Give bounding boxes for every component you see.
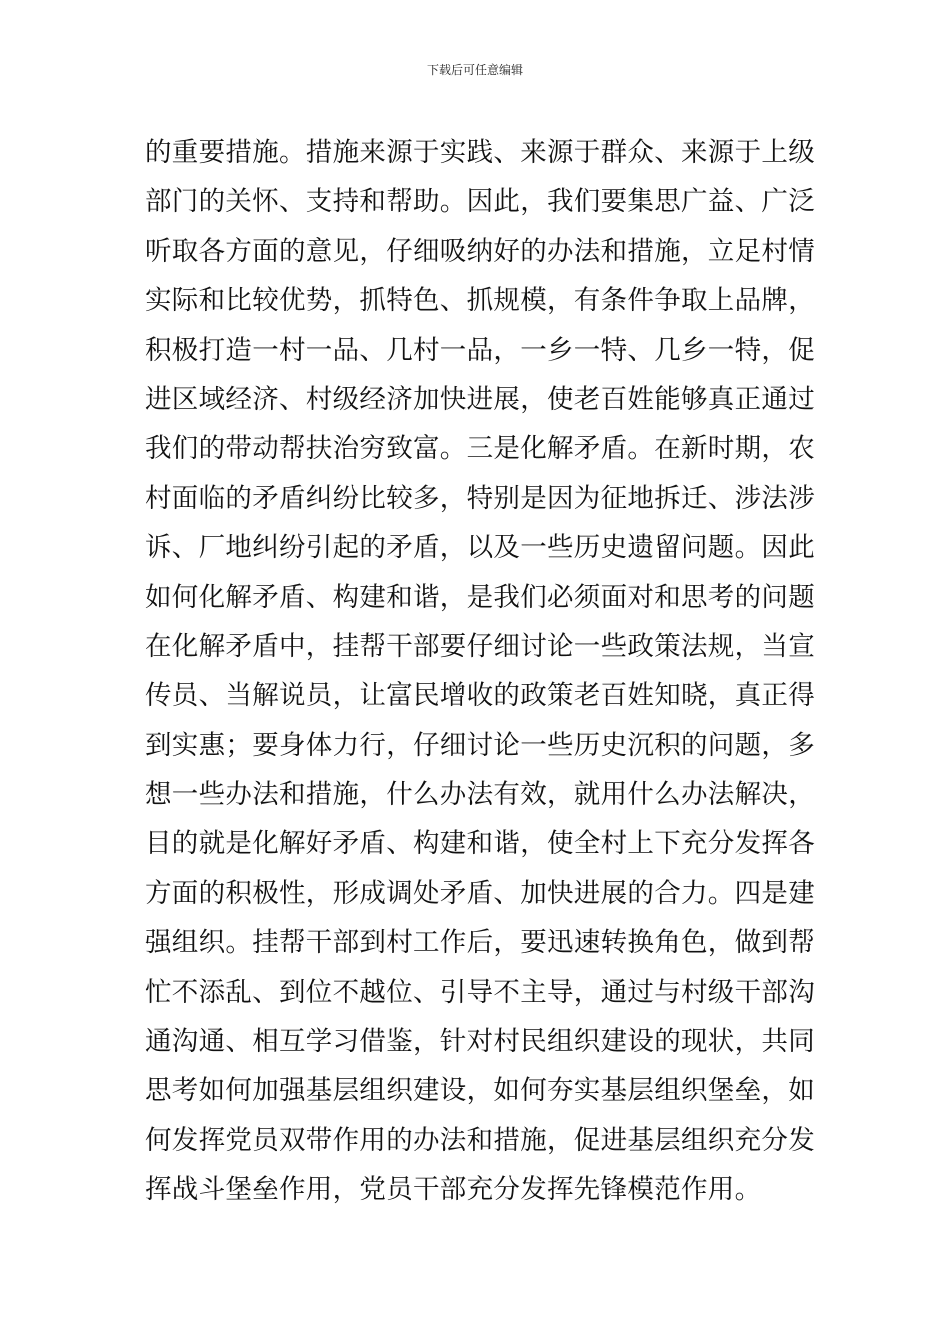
- text-line: 在化解矛盾中，挂帮干部要仔细讨论一些政策法规，当宣: [145, 630, 815, 662]
- text-line: 通沟通、相互学习借鉴，针对村民组织建设的现状，共同: [145, 1026, 815, 1058]
- text-line: 何发挥党员双带作用的办法和措施，促进基层组织充分发: [145, 1124, 815, 1156]
- text-line: 听取各方面的意见，仔细吸纳好的办法和措施，立足村情: [145, 235, 815, 267]
- text-line: 到实惠；要身体力行，仔细讨论一些历史沉积的问题，多: [145, 729, 815, 761]
- page-header: 下载后可任意编辑: [426, 63, 523, 77]
- text-line: 忙不添乱、到位不越位、引导不主导，通过与村级干部沟: [145, 976, 815, 1008]
- text-line: 实际和比较优势，抓特色、抓规模，有条件争取上品牌，: [145, 285, 815, 317]
- text-line: 想一些办法和措施，什么办法有效，就用什么办法解决，: [145, 779, 815, 811]
- document-body: [145, 128, 815, 1215]
- text-line: 的重要措施。措施来源于实践、来源于群众、来源于上级: [145, 137, 815, 168]
- text-line: 传员、当解说员，让富民增收的政策老百姓知晓，真正得: [145, 680, 815, 712]
- text-line: 我们的带动帮扶治穷致富。三是化解矛盾。在新时期，农: [145, 433, 815, 465]
- text-line: 诉、厂地纠纷引起的矛盾，以及一些历史遗留问题。因此: [145, 532, 815, 564]
- text-line: 方面的积极性，形成调处矛盾、加快进展的合力。四是建: [145, 877, 815, 909]
- text-line: 村面临的矛盾纠纷比较多，特别是因为征地拆迁、涉法涉: [145, 482, 815, 514]
- text-line: 如何化解矛盾、构建和谐，是我们必须面对和思考的问题: [145, 581, 815, 613]
- text-line: 目的就是化解好矛盾、构建和谐，使全村上下充分发挥各: [145, 828, 815, 860]
- text-line: 挥战斗堡垒作用，党员干部充分发挥先锋模范作用。: [145, 1174, 762, 1206]
- text-line: 部门的关怀、支持和帮助。因此，我们要集思广益、广泛: [145, 186, 815, 218]
- text-line: 思考如何加强基层组织建设，如何夯实基层组织堡垒，如: [145, 1075, 815, 1107]
- text-line: 积极打造一村一品、几村一品，一乡一特、几乡一特，促: [145, 334, 815, 366]
- text-line: 强组织。挂帮干部到村工作后，要迅速转换角色，做到帮: [145, 927, 815, 959]
- text-line: 进区域经济、村级经济加快进展，使老百姓能够真正通过: [145, 383, 815, 415]
